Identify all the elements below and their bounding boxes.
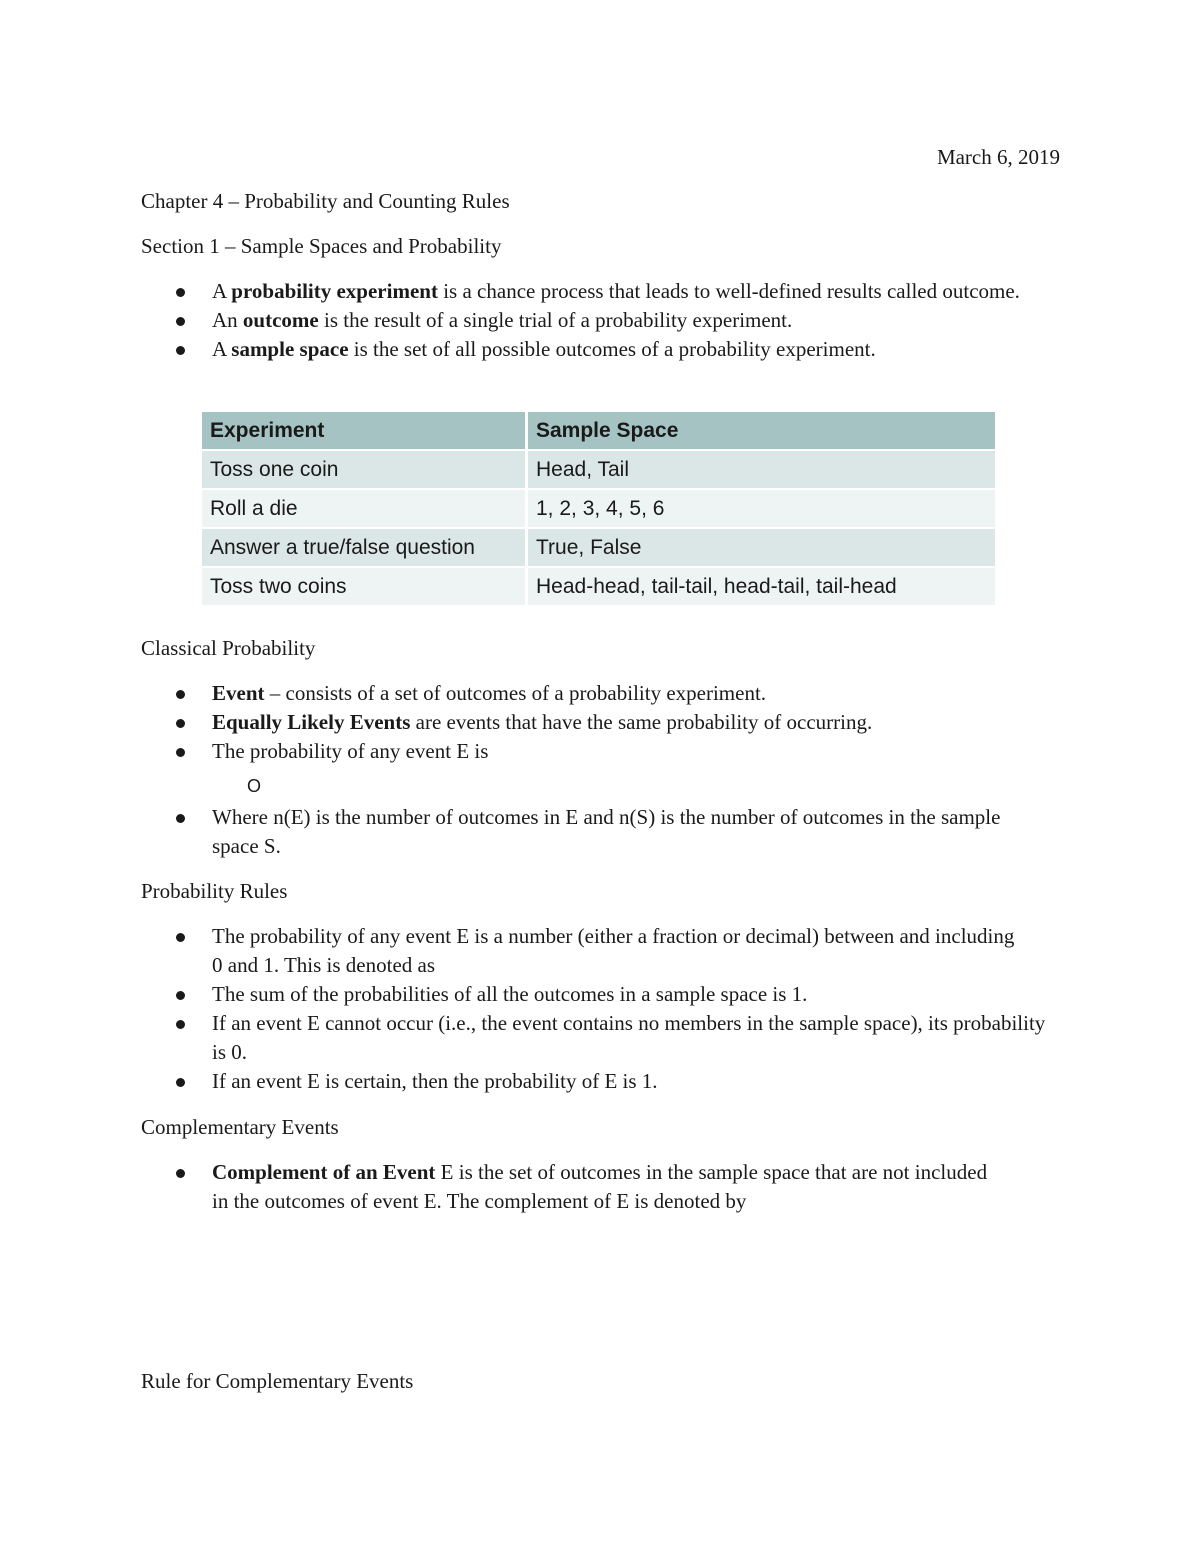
list-item-text: is the set of all possible outcomes of a probability experiment. <box>348 337 876 361</box>
list-item-prefix: A <box>212 337 232 361</box>
complementary-bullet-list <box>0 1158 1200 1216</box>
bullet-dot <box>176 346 185 355</box>
table-cell: Answer a true/false question <box>202 528 527 567</box>
chapter-title: Chapter 4 – Probability and Counting Rules <box>141 189 510 213</box>
table-cell: 1, 2, 3, 4, 5, 6 <box>527 489 996 528</box>
list-item <box>0 277 1200 306</box>
sub-bullet-marker: O <box>247 776 262 796</box>
list-item <box>0 679 1200 708</box>
table-row <box>202 450 995 489</box>
table-header-row <box>202 412 995 450</box>
table-header-cell: Experiment <box>202 412 527 450</box>
table-cell: Toss two coins <box>202 567 527 606</box>
list-item <box>0 306 1200 335</box>
term-bold: probability experiment <box>231 279 438 303</box>
table-cell: Toss one coin <box>202 450 527 489</box>
table-row <box>202 489 995 528</box>
list-item-text: The probability of any event E is a number (either a fraction or decimal) between and including 0 and 1. This is denoted as <box>212 924 1015 977</box>
bullet-dot <box>176 317 185 326</box>
term-bold: sample space <box>231 337 349 361</box>
bullet-dot <box>176 748 185 757</box>
section-title: Section 1 – Sample Spaces and Probability <box>141 234 502 258</box>
classical-bullet-list-continued <box>0 803 1200 861</box>
rules-bullet-list <box>0 922 1200 1096</box>
list-item-text: If an event E cannot occur (i.e., the event contains no members in the sample space), its probability is 0. <box>212 1011 1046 1064</box>
probability-rules-heading: Probability Rules <box>141 879 288 903</box>
term-bold: Event <box>212 681 265 705</box>
term-bold: Equally Likely Events <box>212 710 411 734</box>
table-cell: Head-head, tail-tail, head-tail, tail-head <box>527 567 996 606</box>
list-item <box>0 803 1200 861</box>
table-cell: Roll a die <box>202 489 527 528</box>
list-item-text: The sum of the probabilities of all the outcomes in a sample space is 1. <box>212 982 808 1006</box>
bullet-dot <box>176 1078 185 1087</box>
table-row <box>202 567 995 606</box>
bullet-dot <box>176 719 185 728</box>
table-row <box>202 528 995 567</box>
complementary-events-heading: Complementary Events <box>141 1115 339 1139</box>
bullet-dot <box>176 991 185 1000</box>
term-bold: outcome <box>242 308 319 332</box>
sample-space-table <box>202 412 995 607</box>
bullet-dot <box>176 1020 185 1029</box>
bullet-dot <box>176 690 185 699</box>
section1-bullet-list <box>0 277 1200 364</box>
table-cell: Head, Tail <box>527 450 996 489</box>
rule-complementary-heading: Rule for Complementary Events <box>141 1369 414 1393</box>
list-item-text: If an event E is certain, then the probability of E is 1. <box>212 1069 658 1093</box>
list-item-text: E is the set of outcomes in the sample space that are not included in the outcomes of event E. The complement of E is denoted by <box>212 1160 988 1213</box>
list-item <box>0 708 1200 737</box>
bullet-dot <box>176 933 185 942</box>
list-item-text: Where n(E) is the number of outcomes in E and n(S) is the number of outcomes in the sample space S. <box>212 805 1001 858</box>
bullet-dot <box>176 288 185 297</box>
list-item-text: are events that have the same probability of occurring. <box>410 710 873 734</box>
list-item-text: is a chance process that leads to well-defined results called outcome. <box>437 279 1020 303</box>
term-bold: Complement of an Event <box>212 1160 436 1184</box>
list-item-text: The probability of any event E is <box>212 739 489 763</box>
table-cell: True, False <box>527 528 996 567</box>
bullet-dot <box>176 814 185 823</box>
classical-probability-heading: Classical Probability <box>141 636 316 660</box>
bullet-dot <box>176 1169 185 1178</box>
list-item <box>0 1067 1200 1096</box>
list-item <box>0 737 1200 766</box>
list-item <box>0 1009 1200 1067</box>
list-item-text: is the result of a single trial of a probability experiment. <box>318 308 793 332</box>
table-header-cell: Sample Space <box>527 412 996 450</box>
document-date: March 6, 2019 <box>936 145 1060 169</box>
classical-bullet-list <box>0 679 1200 766</box>
list-item-text: – consists of a set of outcomes of a probability experiment. <box>264 681 767 705</box>
list-item-prefix: A <box>212 279 232 303</box>
list-item <box>0 335 1200 364</box>
list-item <box>0 980 1200 1009</box>
list-item-prefix: An <box>212 308 243 332</box>
list-item <box>0 1158 1200 1216</box>
list-item <box>0 922 1200 980</box>
